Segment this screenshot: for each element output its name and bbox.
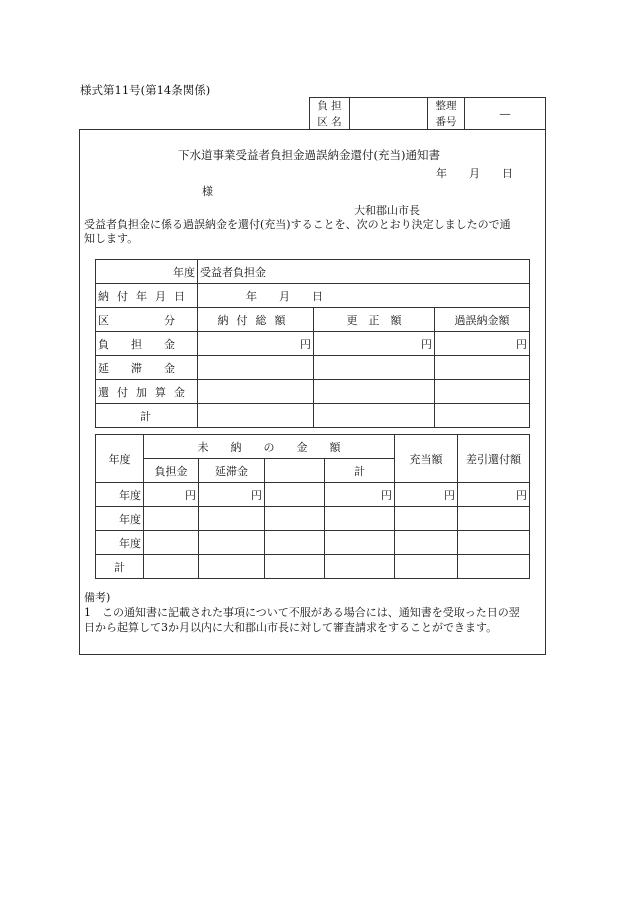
year-label: 年度	[96, 260, 198, 284]
yen-unit[interactable]: 円	[395, 483, 458, 507]
yen-unit[interactable]: 円	[314, 332, 435, 356]
table-row	[96, 284, 530, 308]
yen-unit[interactable]: 円	[325, 483, 395, 507]
recipient-suffix: 様	[202, 185, 213, 198]
cell[interactable]	[199, 507, 265, 531]
table-row	[96, 483, 530, 507]
cell[interactable]	[435, 404, 530, 428]
cell[interactable]	[325, 507, 395, 531]
applied-header: 充当額	[395, 435, 458, 483]
cell[interactable]	[265, 531, 325, 555]
table-row	[96, 404, 530, 428]
cell[interactable]	[198, 356, 314, 380]
ref-number-value[interactable]: ―	[465, 98, 546, 130]
sub-burden: 負担金	[144, 459, 199, 483]
yen-unit[interactable]: 円	[198, 332, 314, 356]
ref-label-2: 番号	[428, 114, 465, 130]
col-overpaid: 過誤納金額	[435, 308, 530, 332]
body-text-line-2: 知します。	[84, 232, 139, 245]
category-label: 区 分	[96, 308, 198, 332]
cell[interactable]	[458, 531, 530, 555]
cell[interactable]	[395, 531, 458, 555]
cell[interactable]	[458, 507, 530, 531]
cell[interactable]	[144, 531, 199, 555]
issue-date: 年 月 日	[436, 167, 513, 180]
cell[interactable]	[435, 356, 530, 380]
cell[interactable]	[199, 531, 265, 555]
payment-date-label: 納付年月日	[96, 284, 198, 308]
unpaid-header: 未 納 の 金 額	[144, 435, 395, 459]
refund-table	[95, 259, 530, 428]
row-year: 年度	[96, 483, 144, 507]
year-value: 受益者負担金	[198, 260, 530, 284]
yen-unit[interactable]: 円	[144, 483, 199, 507]
ref-label-1: 整理	[428, 98, 465, 114]
form-label: 様式第11号(第14条関係)	[80, 83, 211, 97]
col-paid-total: 納付総額	[198, 308, 314, 332]
cell[interactable]	[458, 555, 530, 579]
table-row	[96, 507, 530, 531]
payment-date-value: 年 月 日	[198, 284, 530, 308]
table-row	[96, 380, 530, 404]
burden-label-1: 負 担	[310, 98, 350, 114]
row-year: 年度	[96, 531, 144, 555]
cell[interactable]	[199, 555, 265, 579]
table-row	[96, 435, 530, 459]
note-1-line-1: 1 この通知書に記載された事項について不服がある場合には、通知書を受取った日の翌	[84, 606, 520, 619]
sub-total: 計	[325, 459, 395, 483]
cell[interactable]	[144, 507, 199, 531]
table-row	[96, 555, 530, 579]
header-box	[309, 97, 546, 130]
cell	[265, 459, 325, 483]
burden-label-2: 区 名	[310, 114, 350, 130]
cell[interactable]	[265, 555, 325, 579]
net-refund-header: 差引還付額	[458, 435, 530, 483]
note-1-line-2: 日から起算して3か月以内に大和郡山市長に対して審査請求をすることができます。	[84, 621, 498, 634]
row-burden: 負 担 金	[96, 332, 198, 356]
year-header: 年度	[96, 435, 144, 483]
table-row	[96, 260, 530, 284]
issuer-name: 大和郡山市長	[354, 204, 420, 217]
table-row	[96, 531, 530, 555]
cell[interactable]	[325, 531, 395, 555]
sub-delay: 延滞金	[199, 459, 265, 483]
burden-area-value[interactable]	[350, 98, 428, 130]
document-title: 下水道事業受益者負担金過誤納金還付(充当)通知書	[178, 148, 440, 162]
cell[interactable]	[314, 380, 435, 404]
cell[interactable]	[325, 555, 395, 579]
col-correction: 更 正 額	[314, 308, 435, 332]
row-delay: 延 滞 金	[96, 356, 198, 380]
cell[interactable]	[395, 555, 458, 579]
yen-unit[interactable]: 円	[458, 483, 530, 507]
row-year: 年度	[96, 507, 144, 531]
cell[interactable]	[314, 404, 435, 428]
table-row	[96, 308, 530, 332]
cell[interactable]	[198, 380, 314, 404]
table-row	[96, 332, 530, 356]
offset-table	[95, 434, 530, 579]
cell[interactable]	[265, 507, 325, 531]
notes-title: 備考)	[84, 591, 111, 604]
row-refund-add: 還付加算金	[96, 380, 198, 404]
yen-unit[interactable]: 円	[435, 332, 530, 356]
cell[interactable]	[144, 555, 199, 579]
table-row	[96, 356, 530, 380]
yen-unit[interactable]: 円	[199, 483, 265, 507]
row-total: 計	[96, 404, 198, 428]
cell[interactable]	[265, 483, 325, 507]
cell[interactable]	[395, 507, 458, 531]
body-text-line-1: 受益者負担金に係る過誤納金を還付(充当)することを、次のとおり決定しましたので通	[84, 218, 511, 231]
row-total: 計	[96, 555, 144, 579]
cell[interactable]	[198, 404, 314, 428]
cell[interactable]	[435, 380, 530, 404]
cell[interactable]	[314, 356, 435, 380]
